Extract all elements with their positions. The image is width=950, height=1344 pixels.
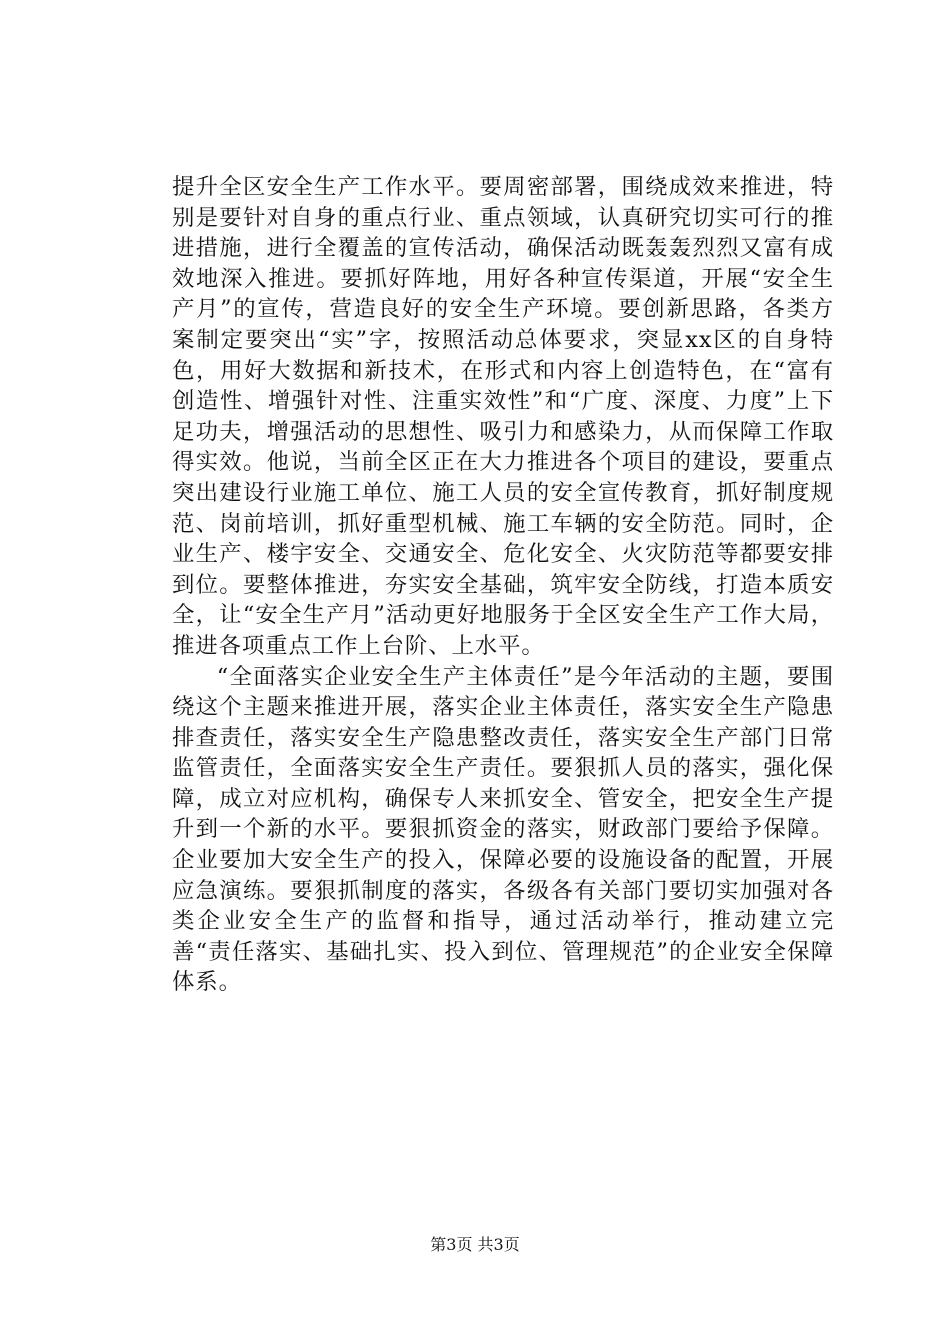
page-number-label: 第3页 共3页 — [430, 1235, 520, 1254]
paragraph-1: 提升全区安全生产工作水平。要周密部署，围绕成效来推进，特别是要针对自身的重点行业、重点领域，认真研究切实可行的推进措施，进行全覆盖的宣传活动，确保活动既轰轰烈烈又富有成效地深入推进。要抓好阵地，用好各种宣传渠道，开展“安全生产月”的宣传，营造良好的安全生产环境。要创新思路，各类方案制定要突出“实”字，按照活动总体要求，突显xx区的自身特色，用好大数据和新技术，在形式和内容上创造特色，在“富有创造性、增强针对性、注重实效性”和“广度、深度、力度”上下足功夫，增强活动的思想性、吸引力和感染力，从而保障工作取得实效。他说，当前全区正在大力推进各个项目的建设，要重点突出建设行业施工单位、施工人员的安全宣传教育，抓好制度规范、岗前培训，抓好重型机械、施工车辆的安全防范。同时，企业生产、楼宇安全、交通安全、危化安全、火灾防范等都要安排到位。要整体推进，夯实安全基础，筑牢安全防线，打造本质安全，让“安全生产月”活动更好地服务于全区安全生产工作大局，推进各项重点工作上台阶、上水平。 — [172, 174, 834, 659]
page-footer — [0, 1234, 950, 1256]
paragraph-2: “全面落实企业安全生产主体责任”是今年活动的主题，要围绕这个主题来推进开展，落实企业主体责任，落实安全生产隐患排查责任，落实安全生产隐患整改责任，落实安全生产部门日常监管责任，全面落实安全生产责任。要狠抓人员的落实，强化保障，成立对应机构，确保专人来抓安全、管安全，把安全生产提升到一个新的水平。要狠抓资金的落实，财政部门要给予保障。企业要加大安全生产的投入，保障必要的设施设备的配置，开展应急演练。要狠抓制度的落实，各级各有关部门要切实加强对各类企业安全生产的监督和指导，通过活动举行，推动建立完善“责任落实、基础扎实、投入到位、管理规范”的企业安全保障体系。 — [172, 663, 834, 996]
document-body — [172, 172, 834, 998]
